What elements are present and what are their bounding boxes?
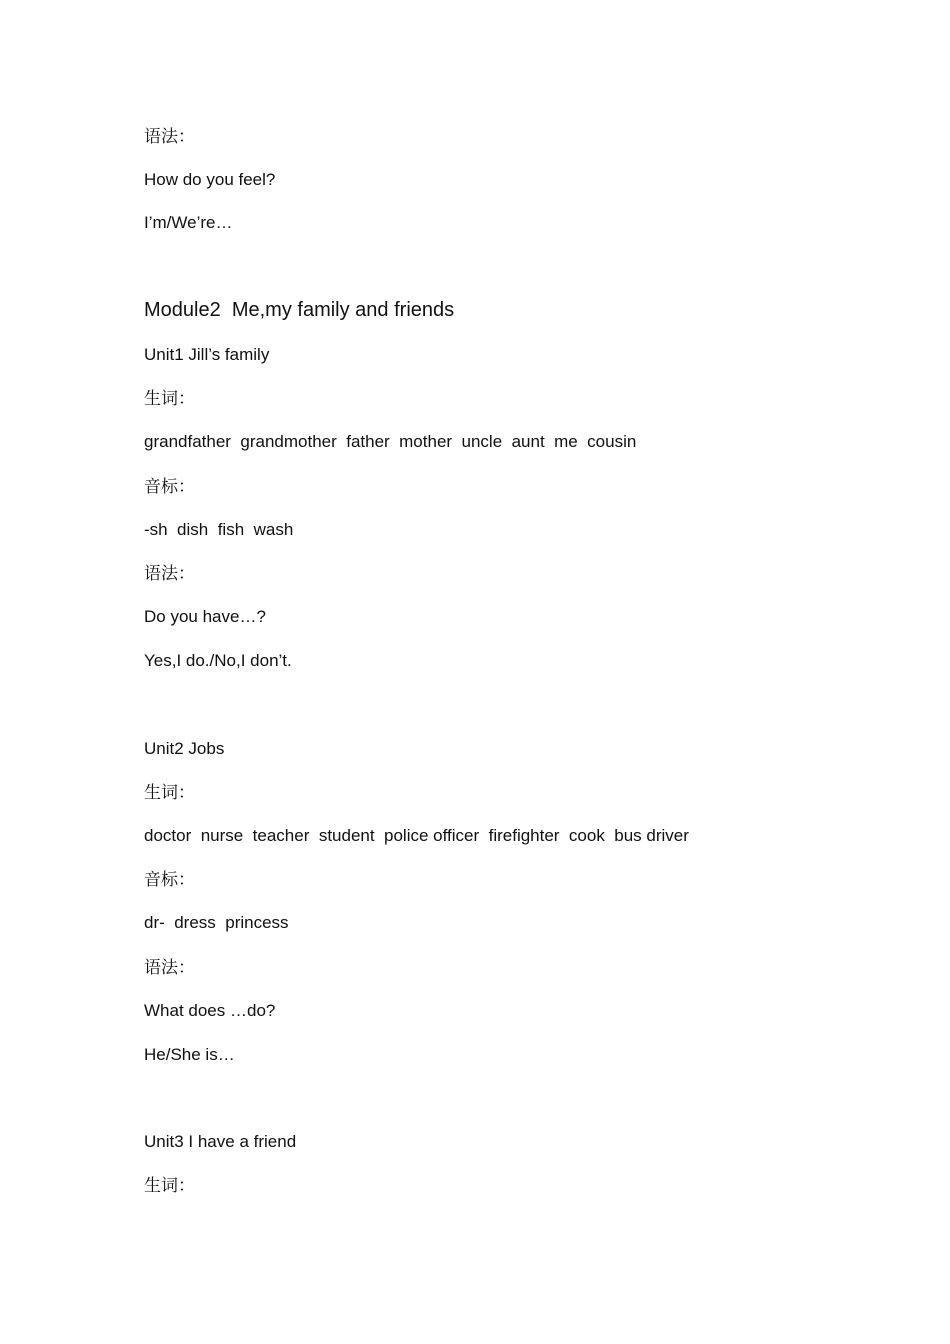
unit1-title: Unit1 Jill’s family: [144, 345, 270, 364]
grammar-label: 语法：: [144, 564, 195, 584]
phonics-label: 音标：: [144, 870, 195, 890]
unit2-phonics: dr- dress princess: [144, 913, 289, 932]
grammar-answer: I’m/We’re…: [144, 213, 233, 232]
module-heading: Module2 Me,my family and friends: [144, 299, 455, 321]
unit2-grammar-answer: He/She is…: [144, 1045, 235, 1064]
vocabulary-label: 生词：: [144, 1176, 195, 1196]
unit2-vocabulary: doctor nurse teacher student police officer firefighter cook bus driver: [144, 826, 689, 845]
unit3-title: Unit3 I have a friend: [144, 1132, 297, 1151]
unit1-grammar-question: Do you have…?: [144, 607, 266, 626]
unit1-phonics: -sh dish fish wash: [144, 520, 294, 539]
unit1-grammar-answer: Yes,I do./No,I don’t.: [144, 651, 292, 670]
grammar-question: How do you feel?: [144, 170, 276, 189]
grammar-label: 语法：: [144, 127, 195, 147]
grammar-label: 语法：: [144, 958, 195, 978]
unit2-title: Unit2 Jobs: [144, 739, 225, 758]
vocabulary-label: 生词：: [144, 389, 195, 409]
unit2-grammar-question: What does …do?: [144, 1001, 276, 1020]
phonics-label: 音标：: [144, 477, 195, 497]
vocabulary-label: 生词：: [144, 783, 195, 803]
unit1-vocabulary: grandfather grandmother father mother uncle aunt me cousin: [144, 432, 637, 451]
